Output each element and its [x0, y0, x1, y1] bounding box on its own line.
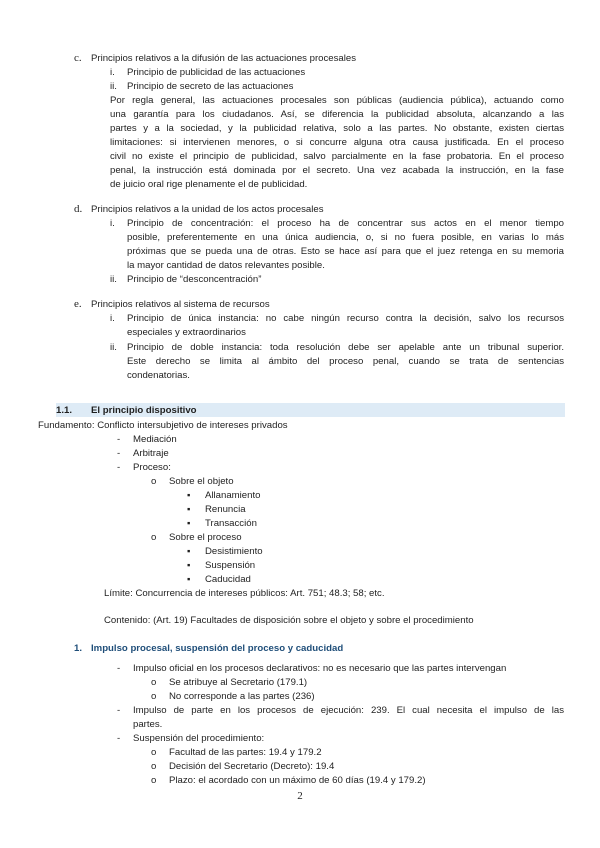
section-d-title: Principios relativos a la unidad de los actos procesales	[91, 204, 324, 215]
paragraph-line: Por regla general, las actuaciones procesales son públicas (audiencia pública), actuando como	[110, 95, 564, 106]
section-c-item-2-num: ii.	[110, 81, 117, 92]
section-d-marker: d.	[74, 203, 83, 215]
circle-bullet: o	[151, 691, 157, 702]
section-d-item-1-line: Principio de concentración: el proceso ha de concentrar sus actos en el menor tiempo	[127, 218, 564, 229]
square-bullet: ▪	[187, 574, 191, 585]
section-e-item-1-line: Principio de única instancia: no cabe ningún recurso contra la decisión, salvo los recursos	[127, 313, 564, 324]
circle-bullet: o	[151, 677, 157, 688]
section-d-item-1-line: la mayor cantidad de datos relevantes posible.	[127, 260, 325, 271]
proceso-item: Caducidad	[205, 574, 251, 585]
contenido-line: Contenido: (Art. 19) Facultades de disposición sobre el objeto y sobre el procedimiento	[104, 615, 474, 626]
section-e-item-2-line: Este derecho se limita al ámbito del proceso penal, cuando se trata de sentencias	[127, 356, 564, 367]
impulso-oficial: Impulso oficial en los procesos declarativos: no es necesario que las partes intervengan	[133, 663, 507, 674]
section-e-marker: e.	[74, 298, 82, 310]
impulso-oficial-sub: No corresponde a las partes (236)	[169, 691, 315, 702]
section-d-item-2: Principio de “desconcentración”	[127, 274, 262, 285]
impulso-heading-number: 1.	[74, 643, 83, 654]
list-item-arbitraje: Arbitraje	[133, 448, 169, 459]
impulso-parte-line: partes.	[133, 719, 163, 730]
section-e-item-2-num: ii.	[110, 342, 117, 353]
objeto-item: Renuncia	[205, 504, 246, 515]
heading-title: El principio dispositivo	[91, 405, 197, 416]
suspension-label: Suspensión del procedimiento:	[133, 733, 265, 744]
section-c-title: Principios relativos a la difusión de las actuaciones procesales	[91, 53, 357, 64]
proceso-item: Suspensión	[205, 560, 256, 571]
paragraph-line: una garantía para los ciudadanos. Así, se diferencia la publicidad absoluta, alcanzando a las	[110, 109, 564, 120]
section-e-title: Principios relativos al sistema de recursos	[91, 299, 270, 310]
paragraph-line: civil no existe el principio de publicidad, salvo parcialmente en la fase probatoria. En el proceso	[110, 151, 564, 162]
circle-bullet: o	[151, 532, 157, 543]
dash-bullet: -	[117, 462, 121, 473]
limite-line: Límite: Concurrencia de intereses públicos: Art. 751; 48.3; 58; etc.	[104, 588, 385, 599]
dash-bullet: -	[117, 448, 121, 459]
circle-bullet: o	[151, 476, 157, 487]
impulso-parte-line: Impulso de parte en los procesos de ejecución: 239. El cual necesita el impulso de las	[133, 705, 564, 716]
list-item-proceso: Proceso:	[133, 462, 171, 473]
section-d-item-2-num: ii.	[110, 274, 117, 285]
section-c-item-2: Principio de secreto de las actuaciones	[127, 81, 294, 92]
impulso-oficial-sub: Se atribuye al Secretario (179.1)	[169, 677, 308, 688]
section-c-item-1: Principio de publicidad de las actuaciones	[127, 67, 306, 78]
section-c-marker: c.	[74, 52, 82, 64]
section-e-item-1-line: especiales y extraordinarios	[127, 327, 246, 338]
proceso-item: Desistimiento	[205, 546, 263, 557]
section-d-item-1-num: i.	[110, 218, 115, 229]
square-bullet: ▪	[187, 560, 191, 571]
section-e-item-2-line: Principio de doble instancia: toda resolución debe ser apelable ante un tribunal superior.	[127, 342, 564, 353]
fundamento-line: Fundamento: Conflicto intersubjetivo de intereses privados	[38, 420, 288, 431]
square-bullet: ▪	[187, 518, 191, 529]
square-bullet: ▪	[187, 490, 191, 501]
section-e-item-2-line: condenatorias.	[127, 370, 190, 381]
section-d-item-1-line: próximas que se pueda una de otras. Esto se hace así para que el juez retenga en su memoria	[127, 246, 564, 257]
objeto-label: Sobre el objeto	[169, 476, 234, 487]
list-item-mediacion: Mediación	[133, 434, 177, 445]
page-number: 2	[297, 790, 303, 802]
section-d-item-1-line: posible, preferentemente en una única audiencia, o, si no fuera posible, en varias lo más	[127, 232, 564, 243]
dash-bullet: -	[117, 434, 121, 445]
paragraph-line: limitaciones: si intervienen menores, o si concurre alguna otra causa justificada. En el proceso	[110, 137, 564, 148]
circle-bullet: o	[151, 747, 157, 758]
proceso-label: Sobre el proceso	[169, 532, 242, 543]
section-e-item-1-num: i.	[110, 313, 115, 324]
circle-bullet: o	[151, 775, 157, 786]
dash-bullet: -	[117, 663, 121, 674]
objeto-item: Allanamiento	[205, 490, 261, 501]
circle-bullet: o	[151, 761, 157, 772]
suspension-sub: Plazo: el acordado con un máximo de 60 días (19.4 y 179.2)	[169, 775, 426, 786]
square-bullet: ▪	[187, 546, 191, 557]
paragraph-line: de juicio oral rige plenamente el de publicidad.	[110, 179, 308, 190]
suspension-sub: Decisión del Secretario (Decreto): 19.4	[169, 761, 335, 772]
objeto-item: Transacción	[205, 518, 257, 529]
section-c-item-1-num: i.	[110, 67, 115, 78]
square-bullet: ▪	[187, 504, 191, 515]
suspension-sub: Facultad de las partes: 19.4 y 179.2	[169, 747, 322, 758]
paragraph-line: partes y a la sociedad, y la publicidad relativa, solo a las partes. No obstante, existen ciertas	[110, 123, 564, 134]
heading-number: 1.1.	[56, 405, 73, 416]
paragraph-line: penal, la instrucción está dominada por el secreto. Una vez acabada la instrucción, en la fase	[110, 165, 564, 176]
dash-bullet: -	[117, 733, 121, 744]
dash-bullet: -	[117, 705, 121, 716]
impulso-heading-title: Impulso procesal, suspensión del proceso y caducidad	[91, 643, 344, 654]
